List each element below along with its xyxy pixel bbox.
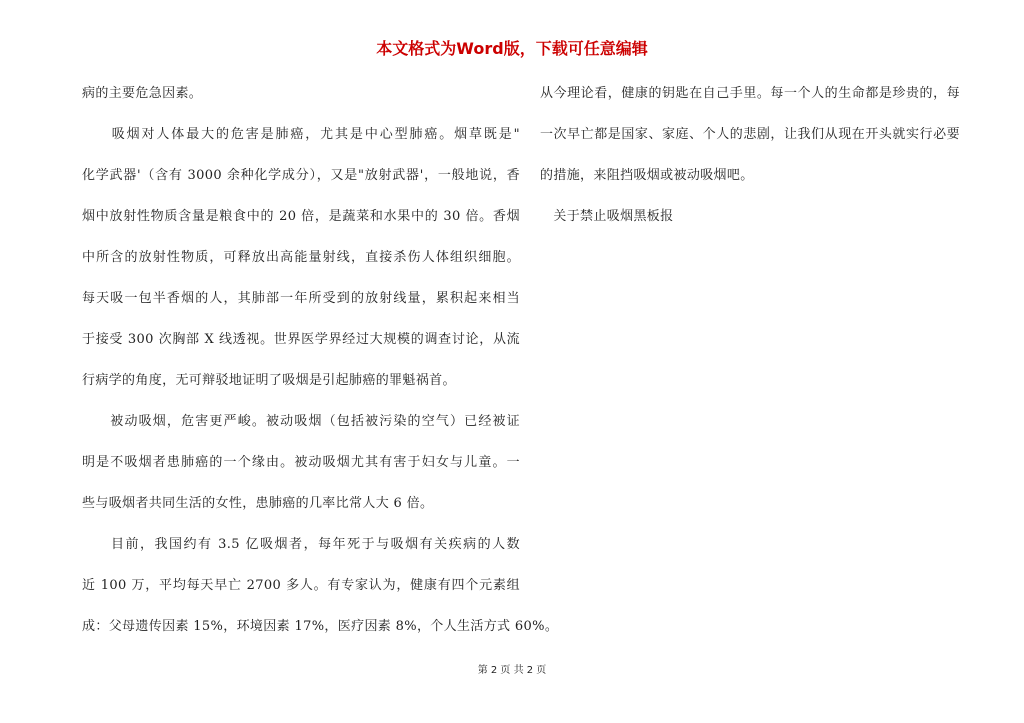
text-line: 被动吸烟，危害更严峻。被动吸烟（包括被污染的空气）已经被证 — [82, 414, 520, 429]
text-line: 从今理论看，健康的钥匙在自己手里。每一个人的生命都是珍贵的，每 — [540, 86, 960, 101]
text-line: 关于禁止吸烟黑板报 — [540, 209, 674, 224]
text-line: 吸烟对人体最大的危害是肺癌，尤其是中心型肺癌。烟草既是" — [82, 127, 520, 142]
text-line: 中所含的放射性物质，可释放出高能量射线，直接杀伤人体组织细胞。 — [82, 250, 520, 265]
left-column — [82, 78, 559, 652]
page-header: 本文格式为Word版，下载可任意编辑 — [376, 39, 648, 58]
text-line: 化学武器'（含有 3000 余种化学成分），又是"放射武器'，一般地说，香 — [82, 168, 520, 183]
text-line: 一次早亡都是国家、家庭、个人的悲剧，让我们从现在开头就实行必要 — [540, 127, 960, 142]
text-line: 每天吸一包半香烟的人，其肺部一年所受到的放射线量，累积起来相当 — [82, 291, 520, 306]
text-line: 些与吸烟者共同生活的女性，患肺癌的几率比常人大 6 倍。 — [82, 496, 434, 511]
text-line: 行病学的角度，无可辩驳地证明了吸烟是引起肺癌的罪魁祸首。 — [82, 373, 456, 388]
text-line: 目前，我国约有 3.5 亿吸烟者，每年死于与吸烟有关疾病的人数 — [82, 537, 520, 552]
text-line: 病的主要危急因素。 — [82, 86, 203, 101]
text-line: 于接受 300 次胸部 X 线透视。世界医学界经过大规模的调查讨论，从流 — [82, 332, 520, 347]
text-line: 烟中放射性物质含量是粮食中的 20 倍，是蔬菜和水果中的 30 倍。香烟 — [82, 209, 520, 224]
text-line: 的措施，来阻挡吸烟或被动吸烟吧。 — [540, 168, 754, 183]
text-line: 明是不吸烟者患肺癌的一个缘由。被动吸烟尤其有害于妇女与儿童。一 — [82, 455, 520, 470]
text-line: 近 100 万，平均每天早亡 2700 多人。有专家认为，健康有四个元素组 — [82, 578, 520, 593]
text-line: 成：父母遗传因素 15%，环境因素 17%，医疗因素 8%，个人生活方式 60%。 — [82, 619, 559, 634]
page-footer: 第 2 页 共 2 页 — [477, 665, 547, 676]
right-column — [540, 78, 960, 242]
